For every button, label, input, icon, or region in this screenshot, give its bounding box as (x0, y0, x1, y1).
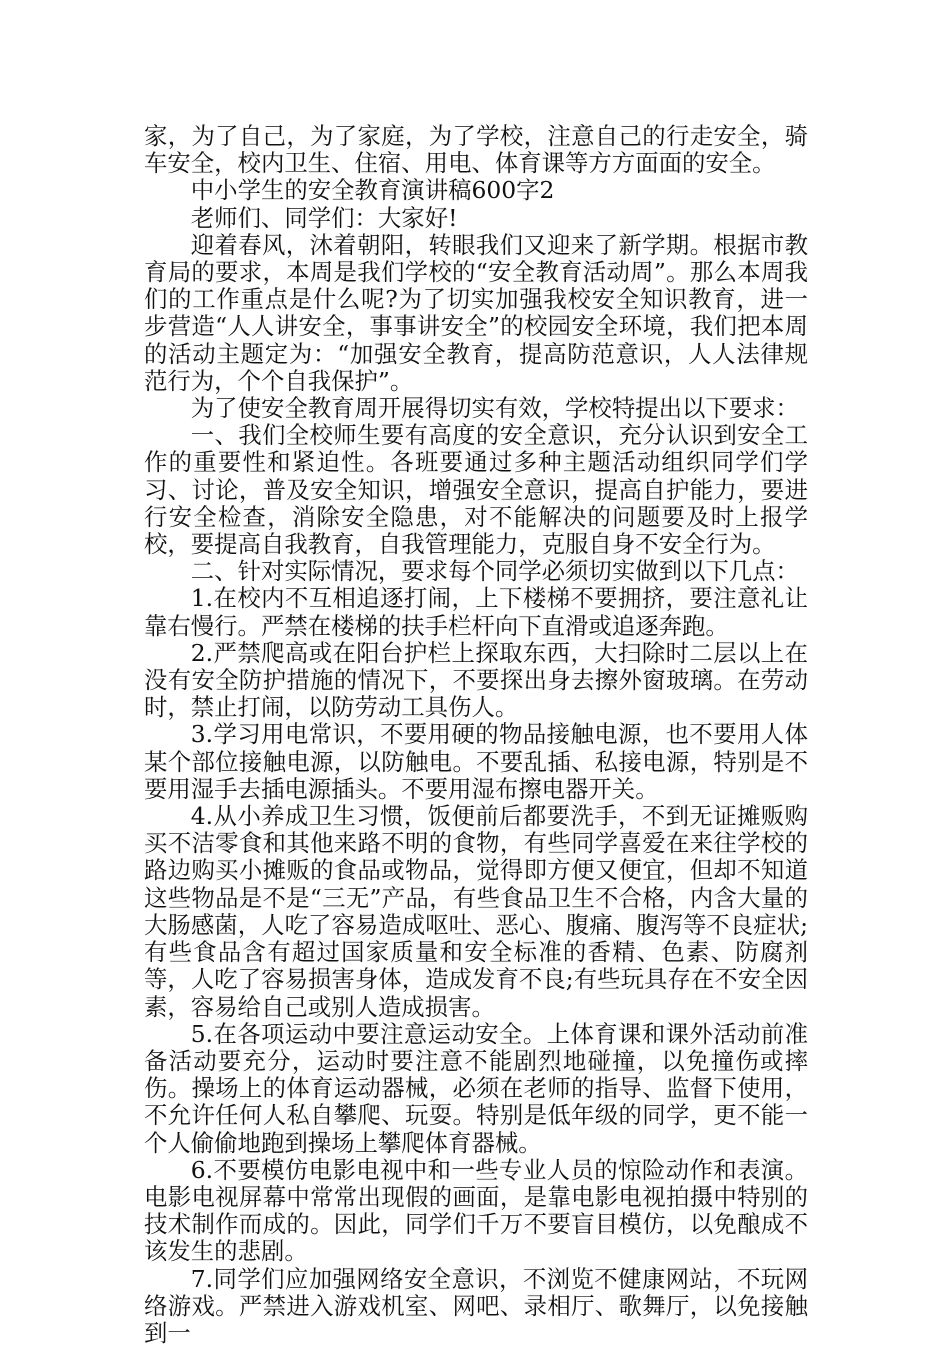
paragraph-1: 家，为了自己，为了家庭，为了学校，注意自己的行走安全，骑车安全，校内卫生、住宿、用电、体育课等方方面面的安全。 (144, 122, 808, 178)
paragraph-13: 6.不要模仿电影电视中和一些专业人员的惊险动作和表演。电影电视屏幕中常常出现假的画面，是靠电影电视拍摄中特别的技术制作而成的。因此，同学们千万不要盲目模仿，以免酿成不该发生的悲剧。 (144, 1155, 808, 1266)
paragraph-5: 为了使安全教育周开展得切实有效，学校特提出以下要求： (190, 394, 799, 423)
paragraph-11: 4.从小养成卫生习惯，饭便前后都要洗手，不到无证摊贩购买不洁零食和其他来路不明的食物，有些同学喜爱在来往学校的路边购买小摊贩的食品或物品，觉得即方便又便宜，但却不知道这些物品是不是“三无”产品，有些食品卫生不合格，内含大量的大肠感菌，人吃了容易造成呕吐、恶心、腹痛、腹泻等不良症状;有些食品含有超过国家质量和安全标准的香精、色素、防腐剂等，人吃了容易损害身体，造成发育不良;有些玩具存在不安全因素，容易给自己或别人造成损害。 (144, 802, 808, 1021)
paragraph-3-greeting: 老师们、同学们：大家好! (190, 203, 458, 232)
paragraph-4: 迎着春风，沐着朝阳，转眼我们又迎来了新学期。根据市教育局的要求，本周是我们学校的“安全教育活动周”。那么本周我们的工作重点是什么呢?为了切实加强我校安全知识教育，进一步营造“人人讲安全，事事讲安全”的校园安全环境，我们把本周的活动主题定为：“加强安全教育，提高防范意识，人人法律规范行为，个个自我保护”。 (144, 230, 808, 395)
paragraph-12: 5.在各项运动中要注意运动安全。上体育课和课外活动前准备活动要充分，运动时要注意不能剧烈地碰撞，以免撞伤或摔伤。操场上的体育运动器械，必须在老师的指导、监督下使用，不允许任何人私自攀爬、玩耍。特别是低年级的同学，更不能一个人偷偷地跑到操场上攀爬体育器械。 (144, 1019, 808, 1157)
paragraph-10: 3.学习用电常识，不要用硬的物品接触电源，也不要用人体某个部位接触电源，以防触电。不要乱插、私接电源，特别是不要用湿手去插电源插头。不要用湿布擦电器开关。 (144, 720, 808, 803)
document-body (144, 123, 808, 1347)
paragraph-2-section-title: 中小学生的安全教育演讲稿600字2 (190, 176, 555, 205)
paragraph-6: 一、我们全校师生要有高度的安全意识，充分认识到安全工作的重要性和紧迫性。各班要通过多种主题活动组织同学们学习、讨论，普及安全知识，增强安全意识，提高自护能力，要进行安全检查，消除安全隐患，对不能解决的问题要及时上报学校，要提高自我教育，自我管理能力，克服自身不安全行为。 (144, 421, 808, 559)
paragraph-8: 1.在校内不互相追逐打闹，上下楼梯不要拥挤，要注意礼让靠右慢行。严禁在楼梯的扶手栏杆向下直滑或追逐奔跑。 (144, 584, 808, 640)
paragraph-14: 7.同学们应加强网络安全意识，不浏览不健康网站，不玩网络游戏。严禁进入游戏机室、网吧、录相厅、歌舞厅，以免接触到一 (144, 1264, 808, 1347)
paragraph-9: 2.严禁爬高或在阳台护栏上探取东西，大扫除时二层以上在没有安全防护措施的情况下，不要探出身去擦外窗玻璃。在劳动时，禁止打闹，以防劳动工具伤人。 (144, 638, 808, 722)
paragraph-7: 二、针对实际情况，要求每个同学必须切实做到以下几点： (190, 557, 799, 586)
